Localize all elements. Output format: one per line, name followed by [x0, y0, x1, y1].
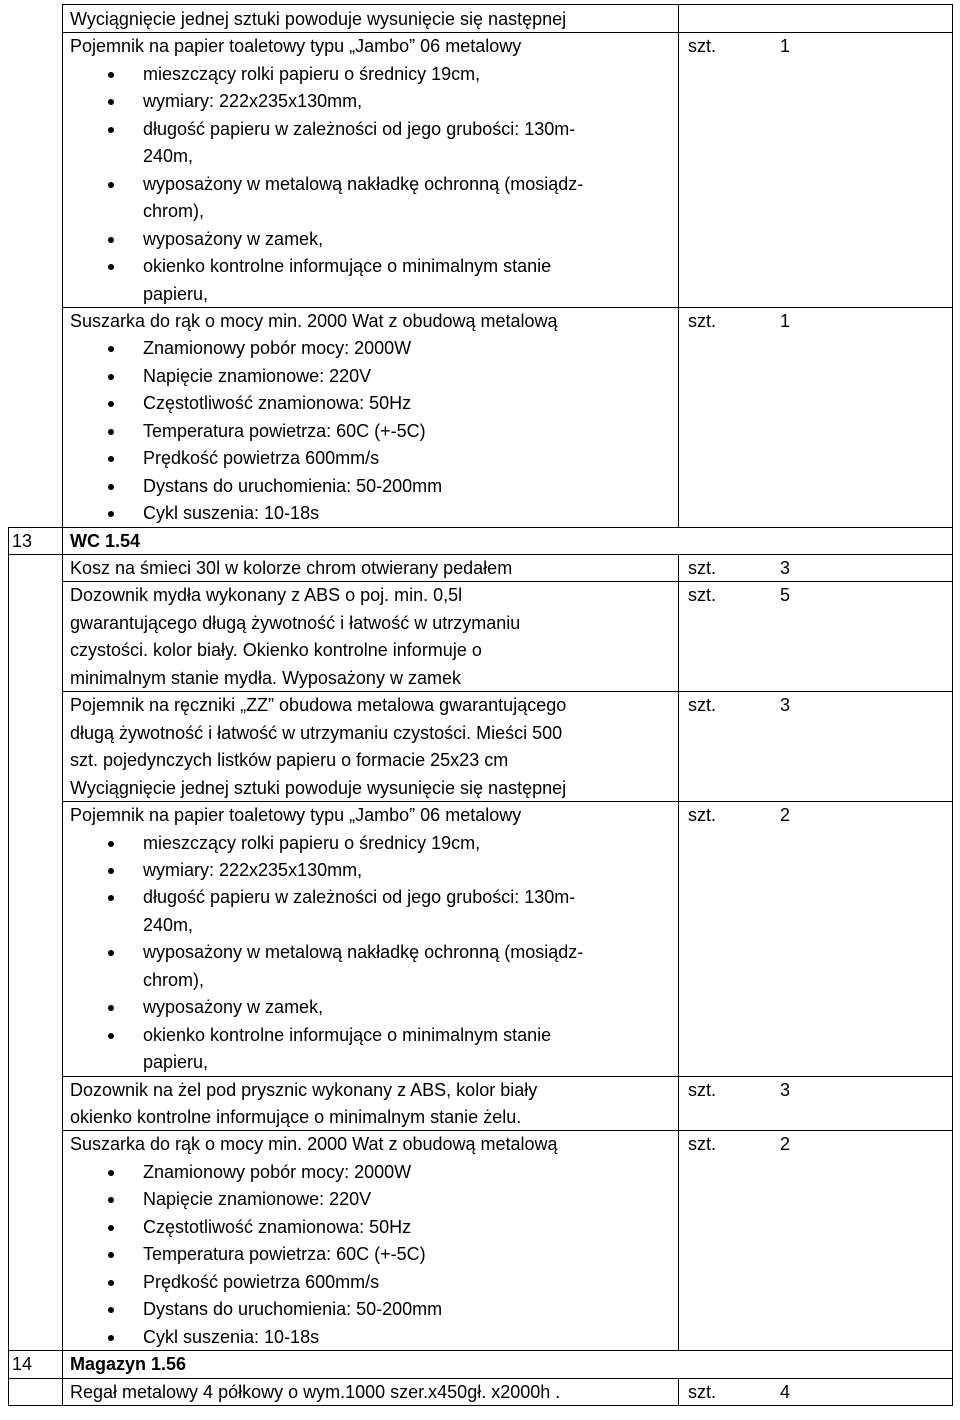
- description-text: okienko kontrolne informujące o minimalnym stanie żelu.: [70, 1107, 522, 1127]
- bullet-marker: [108, 1033, 114, 1039]
- bullet-marker: [108, 484, 114, 490]
- bullet-marker: [108, 374, 114, 380]
- bullet-text: Prędkość powietrza 600mm/s: [143, 448, 380, 469]
- bullet-continuation-text: 240m,: [143, 914, 194, 935]
- bullet-marker: [108, 1225, 114, 1231]
- item-description: Regał metalowy 4 półkowy o wym.1000 szer.x450gł. x2000h .: [70, 1381, 561, 1402]
- bullet-marker: [108, 456, 114, 462]
- table-bottom-border: [8, 1405, 953, 1406]
- item-description: Suszarka do rąk o mocy min. 2000 Wat z obudową metalową: [70, 310, 558, 331]
- bullet-text: wymiary: 222x235x130mm,: [143, 91, 363, 112]
- item-description: Kosz na śmieci 30l w kolorze chrom otwierany pedałem: [70, 558, 513, 578]
- row-divider: [8, 527, 953, 528]
- bullet-text: wyposażony w metalową nakładkę ochronną (mosiądz-: [143, 173, 584, 194]
- bullet-text: Napięcie znamionowe: 220V: [143, 1189, 372, 1210]
- quantity-value: 2: [780, 805, 791, 826]
- bullet-marker: [108, 401, 114, 407]
- bullet-marker: [108, 950, 114, 956]
- description-text: szt. pojedynczych listków papieru o formacie 25x23 cm: [70, 750, 509, 771]
- section-title: Magazyn 1.56: [70, 1354, 187, 1375]
- bullet-text: mieszczący rolki papieru o średnicy 19cm,: [143, 63, 481, 84]
- unit-label: szt.: [688, 558, 717, 578]
- quantity-column-border: [678, 4, 679, 527]
- row-divider: [62, 1130, 953, 1131]
- bullet-marker: [108, 1335, 114, 1341]
- bullet-continuation-text: papieru,: [143, 1052, 209, 1073]
- bullet-text: Prędkość powietrza 600mm/s: [143, 1271, 380, 1292]
- row-divider: [8, 1378, 953, 1379]
- bullet-continuation-text: chrom),: [143, 969, 205, 990]
- bullet-text: długość papieru w zależności od jego grubości: 130m-: [143, 887, 576, 908]
- bullet-text: Częstotliwość znamionowa: 50Hz: [143, 393, 412, 414]
- description-text: gwarantującego długą żywotność i łatwość w utrzymaniu: [70, 612, 521, 633]
- bullet-continuation-text: chrom),: [143, 201, 205, 222]
- bullet-text: Temperatura powietrza: 60C (+-5C): [143, 1244, 426, 1265]
- quantity-value: 4: [780, 1381, 791, 1402]
- bullet-marker: [108, 1307, 114, 1313]
- row-divider: [62, 691, 953, 692]
- unit-label: szt.: [688, 310, 717, 331]
- bullet-marker: [108, 237, 114, 243]
- row-divider: [62, 581, 953, 582]
- description-text: długą żywotność i łatwość w utrzymaniu czystości. Mieści 500: [70, 722, 563, 743]
- quantity-value: 5: [780, 585, 791, 606]
- bullet-text: Cykl suszenia: 10-18s: [143, 503, 320, 524]
- bullet-marker: [108, 72, 114, 78]
- bullet-text: Znamionowy pobór mocy: 2000W: [143, 1161, 412, 1182]
- bullet-marker: [108, 1197, 114, 1203]
- bullet-text: wyposażony w zamek,: [143, 228, 324, 249]
- bullet-marker: [108, 841, 114, 847]
- row-divider: [8, 554, 953, 555]
- bullet-text: Cykl suszenia: 10-18s: [143, 1326, 320, 1347]
- bullet-text: okienko kontrolne informujące o minimalnym stanie: [143, 1024, 552, 1045]
- row-divider: [62, 1076, 953, 1077]
- bullet-marker: [108, 182, 114, 188]
- bullet-text: długość papieru w zależności od jego grubości: 130m-: [143, 118, 576, 139]
- quantity-value: 2: [780, 1134, 791, 1155]
- right-border: [952, 4, 953, 1406]
- bullet-text: wyposażony w metalową nakładkę ochronną (mosiądz-: [143, 942, 584, 963]
- unit-label: szt.: [688, 805, 717, 826]
- quantity-value: 3: [780, 1079, 791, 1100]
- row-divider: [8, 1350, 953, 1351]
- bullet-continuation-text: 240m,: [143, 146, 194, 167]
- item-description: Dozownik na żel pod prysznic wykonany z ABS, kolor biały: [70, 1079, 538, 1100]
- bullet-text: Dystans do uruchomienia: 50-200mm: [143, 1299, 443, 1320]
- bullet-marker: [108, 511, 114, 517]
- description-text: Wyciągnięcie jednej sztuki powoduje wysunięcie się następnej: [70, 777, 567, 798]
- quantity-value: 3: [780, 695, 791, 716]
- unit-label: szt.: [688, 1079, 717, 1100]
- bullet-text: Temperatura powietrza: 60C (+-5C): [143, 420, 426, 441]
- unit-label: szt.: [688, 1381, 717, 1402]
- bullet-marker: [108, 99, 114, 105]
- bullet-marker: [108, 429, 114, 435]
- bullet-text: Częstotliwość znamionowa: 50Hz: [143, 1216, 412, 1237]
- unit-label: szt.: [688, 1134, 717, 1155]
- bullet-text: wymiary: 222x235x130mm,: [143, 859, 363, 880]
- unit-label: szt.: [688, 695, 717, 716]
- quantity-column-border: [678, 1378, 679, 1406]
- quantity-value: 1: [780, 310, 791, 331]
- bullet-marker: [108, 1280, 114, 1286]
- item-description: Dozownik mydła wykonany z ABS o poj. min. 0,5l: [70, 585, 463, 606]
- bullet-text: Znamionowy pobór mocy: 2000W: [143, 338, 412, 359]
- bullet-marker: [108, 127, 114, 133]
- bullet-text: wyposażony w zamek,: [143, 997, 324, 1018]
- section-number: 13: [12, 530, 33, 551]
- quantity-value: 1: [780, 36, 791, 57]
- bullet-text: Dystans do uruchomienia: 50-200mm: [143, 475, 443, 496]
- bullet-marker: [108, 1005, 114, 1011]
- row-divider: [62, 307, 953, 308]
- unit-label: szt.: [688, 585, 717, 606]
- bullet-marker: [108, 346, 114, 352]
- section-number: 14: [12, 1354, 33, 1375]
- bullet-text: okienko kontrolne informujące o minimalnym stanie: [143, 256, 552, 277]
- description-text: Wyciągnięcie jednej sztuki powoduje wysunięcie się następnej: [70, 9, 567, 29]
- item-description: Pojemnik na ręczniki „ZZ” obudowa metalowa gwarantującego: [70, 695, 567, 716]
- bullet-marker: [108, 264, 114, 270]
- item-description: Suszarka do rąk o mocy min. 2000 Wat z obudową metalową: [70, 1134, 558, 1155]
- row-divider: [62, 32, 953, 33]
- quantity-column-border: [678, 554, 679, 1350]
- bullet-text: mieszczący rolki papieru o średnicy 19cm,: [143, 832, 481, 853]
- row-divider: [62, 801, 953, 802]
- section-title: WC 1.54: [70, 530, 141, 551]
- bullet-text: Napięcie znamionowe: 220V: [143, 365, 372, 386]
- bullet-marker: [108, 1170, 114, 1176]
- bullet-marker: [108, 868, 114, 874]
- description-text: minimalnym stanie mydła. Wyposażony w zamek: [70, 667, 461, 688]
- bullet-continuation-text: papieru,: [143, 283, 209, 304]
- table-top-border: [62, 4, 953, 5]
- number-column-border: [62, 4, 63, 1406]
- bullet-marker: [108, 895, 114, 901]
- description-text: czystości. kolor biały. Okienko kontrolne informuje o: [70, 640, 482, 661]
- unit-label: szt.: [688, 36, 717, 57]
- quantity-value: 3: [780, 558, 791, 578]
- item-description: Pojemnik na papier toaletowy typu „Jambo” 06 metalowy: [70, 36, 522, 57]
- bullet-marker: [108, 1252, 114, 1258]
- item-description: Pojemnik na papier toaletowy typu „Jambo” 06 metalowy: [70, 805, 522, 826]
- outer-left-border: [8, 527, 9, 1406]
